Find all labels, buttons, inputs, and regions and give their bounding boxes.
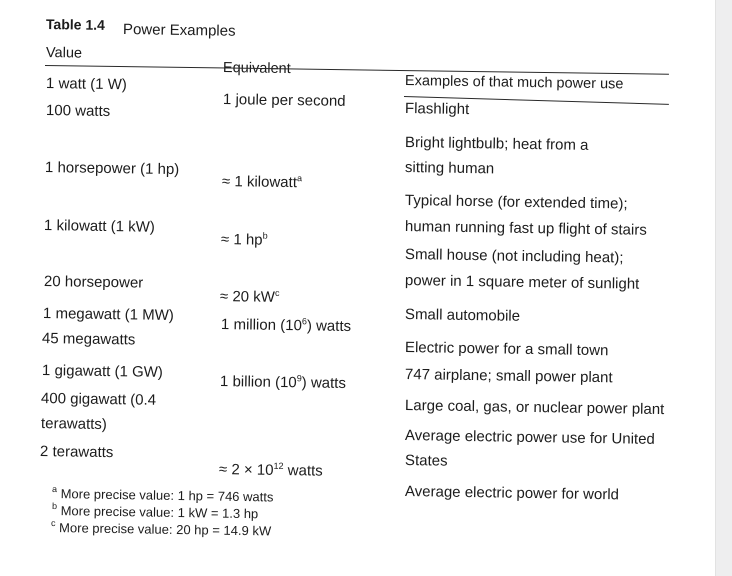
value-cell: 2 terawatts (39, 443, 114, 462)
header-value: Value (45, 45, 83, 62)
header-examples: Examples of that much power use (404, 73, 624, 93)
example-cell: Average electric power use for United (404, 427, 655, 448)
value-cell: 1 gigawatt (1 GW) (41, 362, 164, 381)
footnote-ref: b (262, 230, 268, 241)
example-cell: sitting human (404, 159, 495, 178)
example-cell: Electric power for a small town (404, 339, 609, 360)
header-top-rule (45, 65, 669, 75)
example-cell: Flashlight (404, 100, 470, 119)
example-cell: Large coal, gas, or nuclear power plant (404, 397, 665, 419)
value-cell: 1 watt (1 W) (45, 75, 127, 94)
footnote: $^a$ More precise value: 1 hp = 746 watts (51, 484, 274, 505)
value-cell: 100 watts (45, 102, 111, 121)
viewer-side-panel (715, 0, 732, 576)
example-cell: 747 airplane; small power plant (404, 366, 613, 387)
footnote: $^b$ More precise value: 1 kW = 1.3 hp (51, 501, 259, 522)
equivalent-cell: ≈ 1 kilowatt$^a$ (221, 173, 303, 192)
value-cell: 45 megawatts (41, 330, 136, 349)
example-cell: power in 1 square meter of sunlight (404, 272, 640, 293)
example-cell: States (404, 452, 448, 470)
value-cell: 20 horsepower (43, 273, 144, 292)
example-cell: Typical horse (for extended time); (404, 192, 628, 213)
equivalent-cell: 1 joule per second (222, 91, 346, 110)
footnote: $^c$ More precise value: 20 hp = 14.9 kW (50, 518, 272, 539)
table-title: Power Examples (122, 21, 236, 40)
value-cell: 1 kilowatt (1 kW) (43, 217, 155, 236)
example-cell: Average electric power for world (404, 483, 620, 504)
equivalent-cell: ≈ $2 \times 10^{12}$ watts (218, 460, 323, 480)
example-cell: Small automobile (404, 306, 521, 325)
value-cell: terawatts) (40, 415, 107, 434)
equivalent-cell: ≈ 1 $hp^b$ (220, 230, 268, 249)
table-number: Table 1.4 (45, 16, 106, 33)
equivalent-cell: 1 million $(10^6)$ watts (220, 316, 352, 336)
footnote-ref: a (296, 173, 303, 184)
example-cell: human running fast up flight of stairs (404, 218, 647, 239)
footnote-ref: c (274, 287, 280, 298)
equivalent-cell: ≈ 20 $kW^c$ (219, 287, 280, 306)
equivalent-cell: 1 billion $(10^9)$ watts (219, 373, 347, 392)
value-cell: 400 gigawatt (0.4 (40, 390, 157, 409)
example-cell: Small house (not including heat); (404, 246, 624, 267)
value-cell: 1 megawatt (1 MW) (42, 305, 175, 325)
value-cell: 1 horsepower (1 hp) (44, 159, 180, 179)
example-cell: Bright lightbulb; heat from a (404, 134, 589, 154)
